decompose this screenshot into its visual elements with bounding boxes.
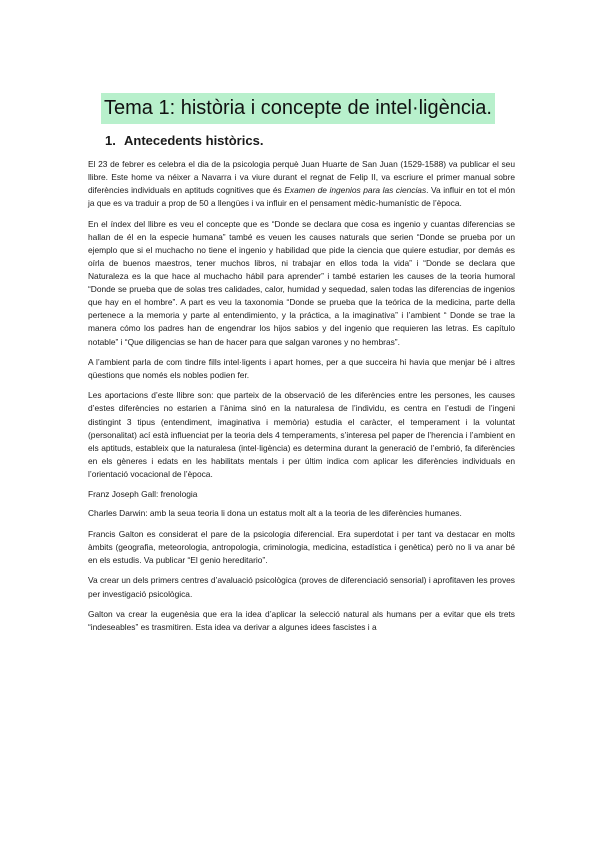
- section-title: Antecedents històrics.: [124, 133, 264, 148]
- page-title: Tema 1: història i concepte de intel·ligència.: [104, 97, 492, 119]
- paragraph-galton: Francis Galton es considerat el pare de la psicologia diferencial. Era superdotat i per tant va destacar en molts àmbits (geografia, meteorologia, antropologia, criminologia, medicina, estadística i genètica) però no li va anar bé en els estudis. Va publicar “El genio hereditario”.: [88, 528, 515, 566]
- title-highlight: [101, 93, 495, 124]
- paragraph-environment: A l’ambient parla de com tindre fills intel·ligents i apart homes, per a que succeira hi havia que menjar bé i altres qüestions que només els nobles podien fer.: [88, 356, 515, 380]
- paragraph-huarte: [88, 158, 515, 210]
- paragraph-contributions: Les aportacions d’este llibre son: que parteix de la observació de les diferències entre les persones, les causes d’estes diferències no estarien a l’ànima sinó en la naturalesa de l’individu, es centra en l’estudi de l’ingeni distingint 3 tipus (entendiment, imaginativa i memòria) estudia el caràcter, el temperament i la voluntat (personalitat) ací està influenciat per la teoria dels 4 temperaments, s’interesa pel paper de l’herencia i l’ambient en els aptituds, estableix que la naturalesa (intel·ligència) es determina durant la generació de l’embrió, fa diferències en els gèneres i edats en les habilitats mentals i per últim indica com aplicar les diferències individuals en l’orientació vocacional de l’època.: [88, 390, 515, 479]
- paragraph-huarte-end: . Va influir en tot el món ja que es va traduir a prop de 50 a llengües i va influir en el pensament mèdic-humanístic de l’època.: [88, 185, 515, 209]
- section-number: 1.: [105, 133, 116, 148]
- paragraph-darwin: Charles Darwin: amb la seua teoria li dona un estatus molt alt a la teoria de les diferències humanes.: [88, 508, 462, 519]
- paragraph-assessment-centres: Va crear un dels primers centres d’avaluació psicològica (proves de diferenciació sensorial) i aprofitaven les proves per investigació psicològica.: [88, 575, 515, 599]
- paragraph-huarte-start: El 23 de febrer es celebra el dia de la psicologia perquè Juan Huarte de San Juan (1529-1588) va publicar el seu llibre. Este home va néixer a Navarra i va viure durant el regnat de Felip II, va escriure el primer manual sobre diferències individuals en aptituds cognitives que és: [88, 159, 515, 196]
- book-title: Examen de ingenios para las ciencias: [284, 185, 427, 196]
- section-heading: [105, 132, 263, 150]
- paragraph-eugenics: Galton va crear la eugenèsia que era la idea d’aplicar la selecció natural als humans per a evitar que els trets “indeseables” es trasmitiren. Esta idea va derivar a algunes idees fascistes i a: [88, 608, 515, 632]
- body-text: [88, 158, 515, 641]
- paragraph-index: En el índex del llibre es veu el concepte que es “Donde se declara que cosa es ingenio y cuantas diferencias se hallan de él en la especie humana” també es veuen les causes naturals que serien “Donde se prueba por un ejemplo que si el muchacho no tiene el ingenio y habilidad que pide la ciencia que quiere estudiar, por demás es oírla de buenos maestros, tener muchos libros, ni trabajar en ellos toda la vida” i “Donde se declara que Naturaleza es la que hace al muchacho hábil para aprender” i també estarien les causes de la teoria humoral “Donde se prueba que de solas tres calidades, calor, humidad y sequedad, salen todas las diferencias de ingenios que hay en el hombre”. A part es veu la taxonomia “Donde se prueba que la teórica de la medicina, parte della pertenece a la memoria y parte al entendimiento, y la práctica, a la imaginativa” i l’ambient “ Donde se trae la manera cómo los padres han de engendrar los hijos sabios y del ingenio que requieren las letras. Es capítulo notable” i “Que diligencias se han de hacer para que salgan varones y no hembras”.: [88, 218, 515, 347]
- paragraph-gall: Franz Joseph Gall: frenologia: [88, 489, 198, 500]
